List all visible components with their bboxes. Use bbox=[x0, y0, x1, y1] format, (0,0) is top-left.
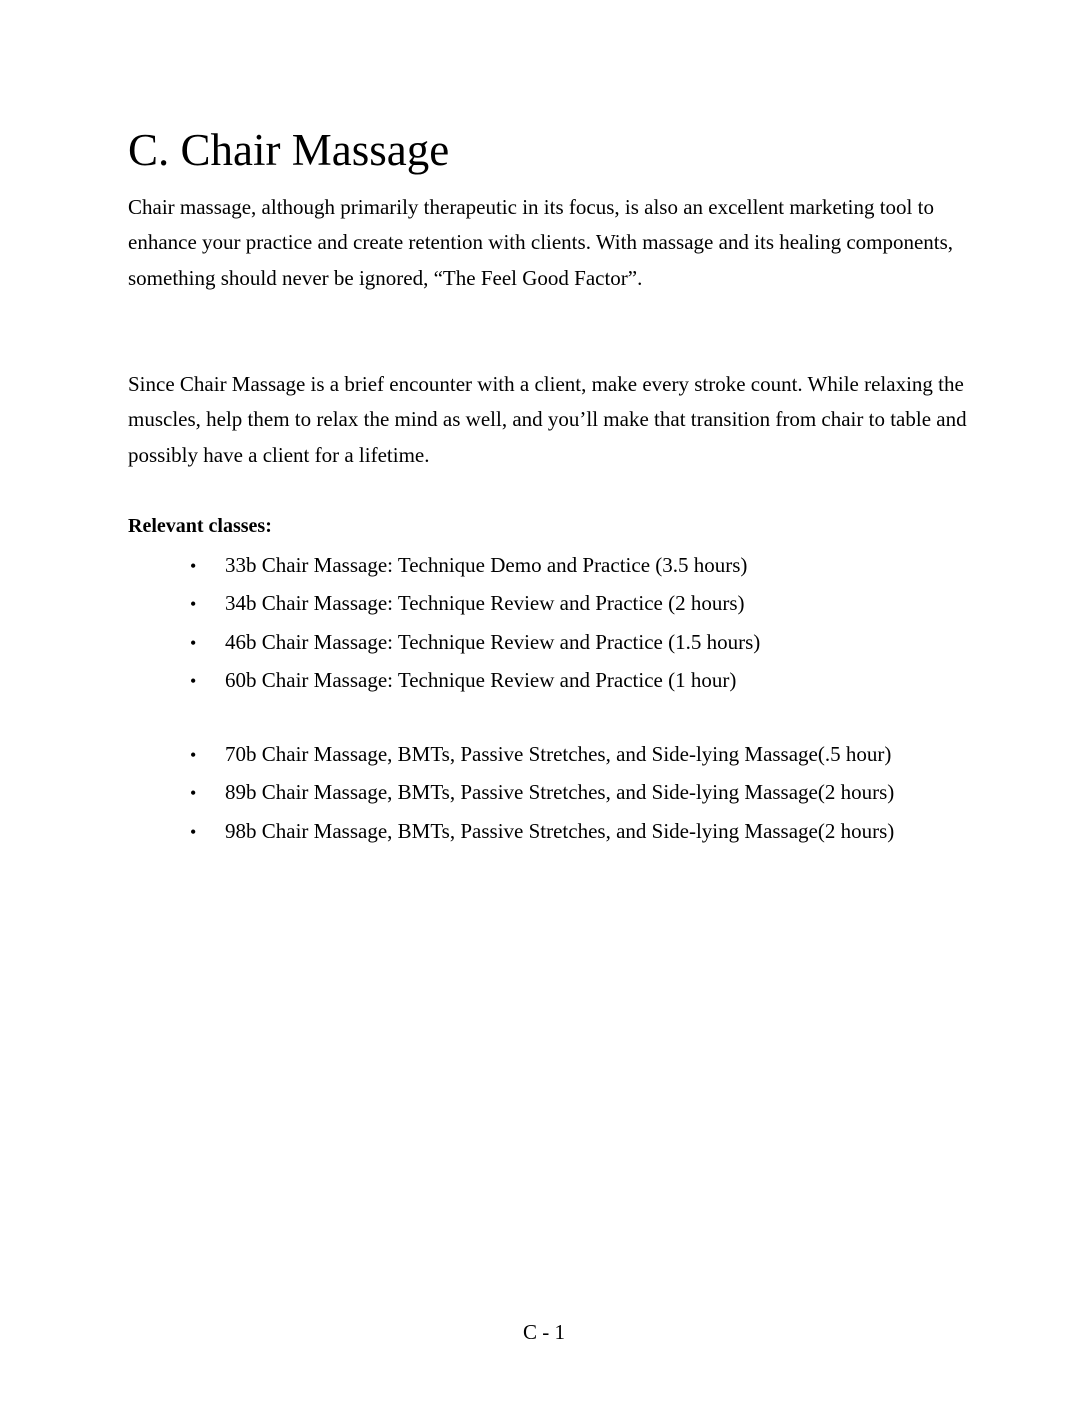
class-item bbox=[190, 777, 894, 808]
class-item-label: 34b Chair Massage: Technique Review and Practice (2 hours) bbox=[225, 591, 745, 615]
bullet-icon: • bbox=[190, 556, 197, 576]
class-item-label: 46b Chair Massage: Technique Review and Practice (1.5 hours) bbox=[225, 630, 761, 654]
class-item-label: 89b Chair Massage, BMTs, Passive Stretches, and Side-lying Massage(2 hours) bbox=[225, 780, 895, 804]
class-item-label: 70b Chair Massage, BMTs, Passive Stretches, and Side-lying Massage(.5 hour) bbox=[225, 742, 892, 766]
page-number: C - 1 bbox=[523, 1320, 565, 1344]
class-item-label: 98b Chair Massage, BMTs, Passive Stretches, and Side-lying Massage(2 hours) bbox=[225, 819, 895, 843]
class-item-label: 33b Chair Massage: Technique Demo and Practice (3.5 hours) bbox=[225, 553, 748, 577]
bullet-icon: • bbox=[190, 633, 197, 653]
bullet-icon: • bbox=[190, 671, 197, 691]
bullet-icon: • bbox=[190, 783, 197, 803]
bullet-icon: • bbox=[190, 594, 197, 614]
class-item bbox=[190, 739, 891, 770]
class-item-label: 60b Chair Massage: Technique Review and Practice (1 hour) bbox=[225, 668, 737, 692]
class-item bbox=[190, 665, 736, 696]
bullet-icon: • bbox=[190, 822, 197, 842]
intro-paragraph: Chair massage, although primarily therapeutic in its focus, is also an excellent marketing tool to enhance your practice and create retention with clients. With massage and its healing components, something should never be ignored, “The Feel Good Factor”. bbox=[128, 195, 954, 290]
bullet-icon: • bbox=[190, 745, 197, 765]
page-title: C. Chair Massage bbox=[128, 125, 450, 175]
second-paragraph: Since Chair Massage is a brief encounter with a client, make every stroke count. While relaxing the muscles, help them to relax the mind as well, and you’ll make that transition from chair to table and possibly have a client for a lifetime. bbox=[128, 372, 967, 467]
class-item bbox=[190, 816, 894, 847]
class-item bbox=[190, 550, 747, 581]
relevant-classes-heading: Relevant classes: bbox=[128, 515, 272, 537]
class-item bbox=[190, 588, 745, 619]
class-item bbox=[190, 627, 760, 658]
